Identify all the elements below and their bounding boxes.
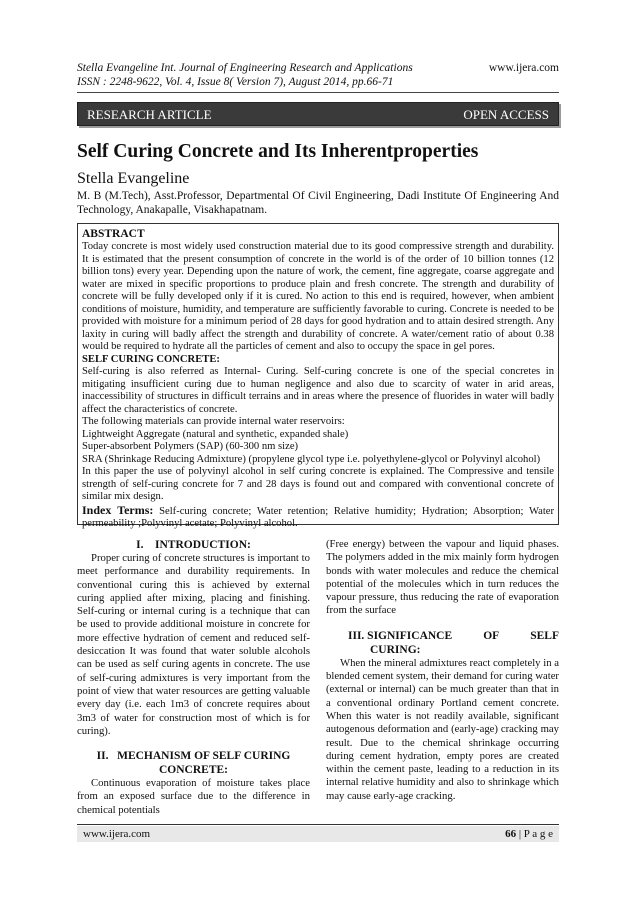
material-item: SRA (Shrinkage Reducing Admixture) (propylene glycol type i.e. polyethylene-glycol or Polyvinyl alcohol)	[82, 453, 541, 465]
header-website-link[interactable]: www.ijera.com	[488, 62, 559, 74]
significance-body: When the mineral admixtures react completely in a blended cement system, their demand for curing water (external or internal) can be much greater than that in a conventional ordinary Portland cement concrete. When this water is not readily available, significant autogenous deformation and (early-age) cracking may result. Due to the chemical shrinkage occurring during cement hydration, empty pores are created within the cement paste, leading to a reduction in its internal relative humidity and also to shrinkage which may cause early-age cracking.	[326, 656, 559, 802]
research-article-label: RESEARCH ARTICLE	[87, 107, 212, 122]
significance-heading-line-2: CURING:	[370, 643, 421, 656]
journal-citation-line-1: Stella Evangeline Int. Journal of Engineering Research and Applications	[77, 62, 413, 74]
significance-heading-part-3: SELF	[530, 629, 559, 642]
index-terms-list: Self-curing concrete; Water retention; Relative humidity; Hydration; Absorption; Water permeability ;Polyvinyl acetate; Polyvinyl alcohol.	[82, 505, 555, 529]
open-access-label: OPEN ACCESS	[463, 107, 549, 122]
self-curing-subheading: SELF CURING CONCRETE:	[82, 353, 220, 365]
journal-header	[77, 61, 559, 89]
abstract-box	[77, 223, 559, 529]
significance-heading-part-1: III. SIGNIFICANCE	[348, 629, 453, 642]
paper-title: Self Curing Concrete and Its Inherentproperties	[77, 141, 479, 162]
footer-divider	[77, 824, 559, 825]
author-affiliation: M. B (M.Tech), Asst.Professor, Departmental Of Civil Engineering, Dadi Institute Of Engineering And Technology, Anakapalle, Visakhapatnam.	[77, 190, 559, 216]
author-name: Stella Evangeline	[77, 170, 190, 187]
page-number-value: 66	[505, 828, 517, 840]
left-column	[77, 538, 310, 817]
index-terms-label: Index Terms:	[82, 502, 154, 517]
paper-summary: In this paper the use of polyvinyl alcohol in self curing concrete is explained. The Compressive and tensile strength of self-curing concrete for 7 and 28 days is found out and compared with conventional concrete of similar mix design.	[82, 466, 554, 502]
header-divider	[77, 92, 559, 93]
article-type-banner	[77, 102, 559, 126]
abstract-heading: ABSTRACT	[82, 228, 145, 240]
abstract-body: Today concrete is most widely used construction material due to its good compressive strength and durability. It is estimated that the present consumption of concrete in the world is of the order of 10 billion tonnes (12 billion tons) every year. Depending upon the nature of work, the cement, fine aggregate, coarse aggregate and water are mixed in specific proportions to produce plain and fresh concrete. The strength and durability of concrete will be fully developed only if it is cured. No action to this end is required, however, when ambient conditions of moisture, humidity, and temperature are sufficiently favorable to curing. Concrete is needed to be provided with moisture for a minimum period of 28 days for good hydration and to attain desired strength. Any laxity in curing will badly affect the strength and durability of concrete. A water/cement ratio of about 0.38 would be required to hydrate all the particles of cement and also to occupy the space in gel pores.	[82, 241, 554, 352]
mechanism-body: Continuous evaporation of moisture takes place from an exposed surface due to the difference in chemical potentials	[77, 777, 310, 816]
mechanism-body-continued: (Free energy) between the vapour and liquid phases. The polymers added in the mix mainly form hydrogen bonds with water molecules and reduce the chemical potential of the molecules which in turn reduces the vapour pressure, thus reducing the rate of evaporation from the surface	[326, 538, 559, 617]
material-item: Lightweight Aggregate (natural and synthetic, expanded shale)	[82, 428, 349, 440]
index-terms	[82, 504, 554, 531]
materials-intro: The following materials can provide internal water reservoirs:	[82, 416, 345, 427]
page-footer	[77, 826, 559, 842]
page-label: | P a g e	[516, 828, 553, 840]
introduction-body: Proper curing of concrete structures is important to meet performance and durability requirements. In conventional curing this is achieved by external curing applied after mixing, placing and finishing. Self-curing or internal curing is a technique that can be used to provide additional moisture in concrete for more effective hydration of cement and reduced self-desiccation It was found that water soluble alcohols can be used as self curing agents in concrete. The use of self-curing admixtures is very important from the point of view that water resources are getting valuable every day (i.e. each 1m3 of concrete requires about 3m3 of water for construction most of which is for curing).	[77, 552, 310, 737]
mechanism-heading-line-2: CONCRETE:	[158, 764, 228, 777]
right-column	[326, 538, 559, 803]
footer-website-link[interactable]: www.ijera.com	[83, 828, 151, 840]
significance-heading-part-2: OF	[483, 629, 500, 642]
material-item: Super-absorbent Polymers (SAP) (60-300 nm size)	[82, 441, 299, 452]
page-number	[505, 826, 553, 842]
mechanism-heading-line-1: II. MECHANISM OF SELF CURING	[96, 750, 291, 763]
self-curing-paragraph: Self-curing is also referred as Internal- Curing. Self-curing concrete is one of the special concretes in mitigating insufficient curing due to human negligence and also due to scarcity of water in arid areas, inaccessibility of structures in difficult terrains and in areas where the presence of fluorides in water will badly affect the characteristics of concrete.	[82, 366, 554, 415]
introduction-heading: I. INTRODUCTION:	[136, 539, 251, 551]
significance-heading	[326, 629, 559, 643]
journal-citation-line-2: ISSN : 2248-9622, Vol. 4, Issue 8( Version 7), August 2014, pp.66-71	[77, 76, 394, 88]
